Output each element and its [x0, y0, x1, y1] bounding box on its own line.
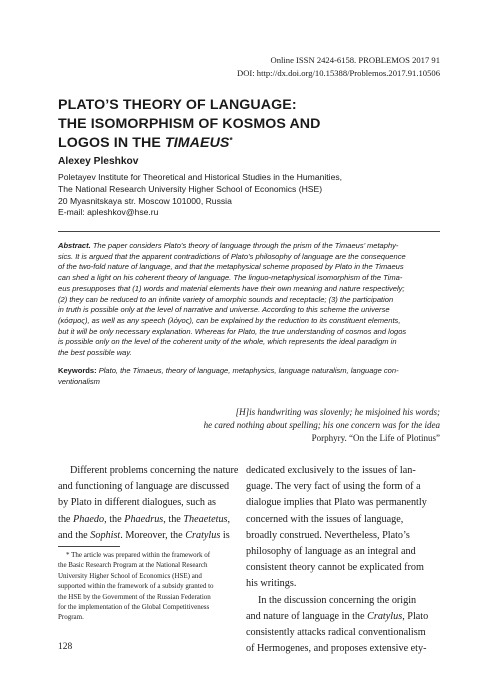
abstract-line: is possible only on the level of the coherent unity of the whole, which represents the ideal paradigm in [58, 337, 397, 347]
abstract-line: eus presupposes that (1) words and material elements have their own meaning and nature respectively; [58, 283, 405, 293]
body-text: , the [163, 513, 184, 525]
body-line: Different problems concerning the nature [70, 465, 239, 476]
body-text: , Plato [402, 610, 429, 622]
body-text: . Moreover, the [120, 529, 186, 541]
footnote-line: Program. [58, 613, 84, 622]
title-footnote-mark: * [229, 136, 233, 145]
body-line [246, 609, 442, 625]
abstract [58, 241, 440, 359]
body-text: the [58, 513, 73, 525]
body-line [58, 512, 238, 528]
abstract-line: (κόσμος), as well as any speech (λόγος), can be explained by the reduction to its constituent elements, [58, 315, 401, 325]
footnote-line: supported within the framework of a subsidy granted to [58, 582, 214, 591]
title-line-3 [58, 134, 438, 153]
work-title: Phaedo [73, 513, 105, 525]
body-text: , [227, 513, 231, 525]
title-timaeus: TIMAEUS [164, 135, 230, 151]
affiliation-line: 20 Myasnitskaya str. Moscow 101000, Russia [58, 195, 232, 206]
title-line-1: PLATO’S THEORY OF LANGUAGE: [58, 97, 297, 113]
author-email: E-mail: apleshkov@hse.ru [58, 207, 159, 218]
keywords-line [58, 366, 440, 377]
body-column-right [246, 463, 442, 657]
body-line: dedicated exclusively to the issues of lan- [246, 465, 416, 476]
affiliation-line: The National Research University Higher School of Economics (HSE) [58, 183, 323, 194]
abstract-line: can shed a light on his coherent theory of language. The linguo-metaphysical isomorphism of the Tima- [58, 273, 403, 283]
doi-line: DOI: http://dx.doi.org/10.15388/Problemos.2017.91.10506 [237, 67, 440, 78]
epigraph [110, 406, 440, 444]
body-line: by Plato in different dialogues, such as [58, 497, 216, 509]
abstract-line: in truth is possible only at the level of narrative and universe. According to this scheme the universe [58, 305, 390, 315]
keywords-label: Keywords: [58, 366, 97, 375]
keywords-line: ventionalism [58, 376, 100, 386]
epigraph-line: [H]is handwriting was slovenly; he misjoined his words; [235, 407, 440, 417]
body-text: and the [58, 529, 91, 541]
footnote-line: the HSE by the Government of the Russian Federation [58, 592, 211, 601]
title-line-2: THE ISOMORPHISM OF KOSMOS AND [58, 116, 321, 132]
body-line: philosophy of language as an integral and [246, 546, 416, 558]
body-column-left [58, 463, 238, 544]
body-line: and functioning of language are discussed [58, 481, 230, 493]
abstract-first-line: The paper considers Plato’s theory of language through the prism of the Timaeus’ metaphy- [90, 241, 399, 250]
body-text: and nature of language in the [246, 610, 368, 622]
footnote [58, 550, 240, 623]
affiliation-line: Poletayev Institute for Theoretical and Historical Studies in the Humanities, [58, 172, 343, 182]
work-title: Cratylus [185, 529, 221, 541]
journal-header [140, 54, 440, 79]
body-text: , the [104, 513, 125, 525]
title-line-3-prefix: LOGOS IN THE [58, 135, 165, 151]
work-title: Cratylus [367, 610, 403, 622]
issn-line: Online ISSN 2424-6158. PROBLEMOS 2017 91 [270, 55, 440, 65]
work-title: Sophist [90, 529, 121, 541]
body-line: In the discussion concerning the origin [258, 594, 417, 606]
body-line: concerned with the issues of language, [246, 513, 404, 525]
body-line: of Hermogenes, and proposes extensive ety- [246, 643, 427, 655]
work-title: Theaetetus [183, 513, 228, 525]
footnote-line: * The article was prepared within the framework of [66, 551, 211, 559]
body-line: consistent theory cannot be explicated from [246, 562, 424, 574]
footnote-line: the Basic Research Program at the National Research [58, 561, 208, 570]
abstract-line: (2) they can be reduced to an infinite variety of amorphic sounds and receptacle; (3) the participation [58, 294, 394, 304]
keywords [58, 366, 440, 387]
keywords-list: Plato, the Timaeus, theory of language, metaphysics, language naturalism, language con- [96, 366, 399, 375]
page-number: 128 [58, 642, 73, 652]
abstract-line: of the two-fold nature of language, and that the metaphysical scheme proposed by Plato in the Timaeus [58, 262, 404, 272]
abstract-line: sics. It is argued that the apparent contradictions of Plato’s philosophy of language are the consequence [58, 251, 406, 261]
body-line: his writings. [246, 578, 297, 590]
epigraph-source: Porphyry. “On the Life of Plotinus” [311, 432, 440, 443]
author-name: Alexey Pleshkov [58, 156, 139, 167]
paper-title [58, 96, 438, 153]
body-line: broadly construed. Nevertheless, Plato’s [246, 529, 410, 541]
abstract-line [58, 241, 440, 252]
author-affiliation [58, 172, 448, 219]
work-title: Phaedrus [124, 513, 164, 525]
body-line: guage. The very fact of using the form of a [246, 481, 421, 493]
abstract-line: but it will be only necessary explanation. Whereas for Plato, the true understanding of cosmos and logos [58, 326, 407, 336]
body-text: is [220, 529, 230, 541]
abstract-line: the best possible way. [58, 348, 132, 358]
epigraph-line: he cared nothing about spelling; his one concern was for the idea [203, 419, 440, 430]
body-line: dialogue implies that Plato was permanently [246, 497, 427, 509]
footnote-line: University Higher School of Economics (HSE) and [58, 571, 202, 580]
section-divider [58, 231, 440, 232]
body-line: consistently attacks radical conventionalism [246, 627, 426, 639]
footnote-line: for the implementation of the Global Competitiveness [58, 603, 210, 612]
abstract-label: Abstract. [58, 241, 91, 250]
footnote-divider [58, 546, 120, 547]
body-line [58, 528, 238, 544]
